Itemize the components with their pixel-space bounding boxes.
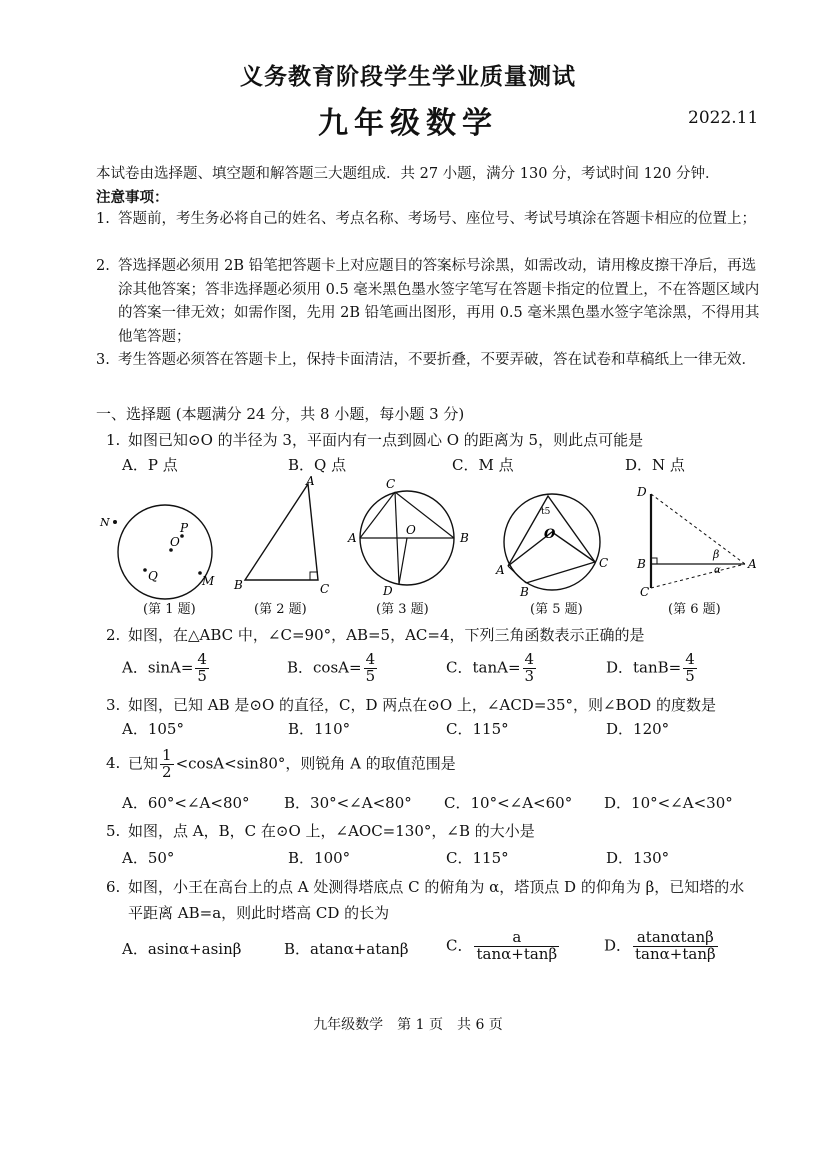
option-a: A．60°<∠A<80° (122, 794, 250, 812)
option-prefix: D．tanB= (606, 658, 682, 677)
question-text: 如图，已知 AB 是⊙O 的直径，C，D 两点在⊙O 上，∠ACD=35°，则∠BOD 的度数是 (128, 696, 716, 714)
label-beta: β (713, 548, 720, 561)
fraction (523, 652, 537, 685)
note-1 (96, 208, 766, 232)
option-d: D．120° (606, 720, 670, 738)
label-alpha: α (714, 565, 721, 576)
label-a: A (348, 531, 357, 545)
note-number: 1. (96, 211, 110, 227)
label-p: P (180, 521, 189, 535)
fraction (364, 652, 378, 685)
option-c: C．115° (446, 720, 509, 738)
fraction (160, 748, 174, 781)
option-c: C．10°<∠A<60° (444, 794, 573, 812)
caption-fig3: (第 3 题) (376, 602, 429, 617)
caption-fig5: (第 5 题) (530, 602, 583, 617)
question-4 (106, 748, 766, 781)
label-c: C (386, 477, 396, 491)
option-prefix: A．sinA= (122, 658, 194, 677)
note-number: 2. (96, 258, 110, 274)
option-b (287, 652, 379, 685)
figure-6 (636, 485, 757, 599)
exam-intro: 本试卷由选择题、填空题和解答题三大题组成．共 27 小题，满分 130 分，考试时间 120 分钟． (96, 166, 720, 182)
label-c: C (599, 556, 609, 570)
denominator: 5 (685, 666, 695, 685)
label-o: O (170, 535, 180, 549)
note-2 (96, 255, 766, 349)
question-2 (106, 624, 766, 645)
notes-title: 注意事项： (96, 189, 169, 206)
question-number: 5. (106, 822, 121, 840)
numerator: atanαtanβ (633, 930, 718, 947)
figure-3 (347, 477, 469, 598)
question-text: 如图，在△ABC 中，∠C=90°，AB=5，AC=4，下列三角函数表示正确的是 (128, 626, 645, 644)
figure-1 (99, 505, 215, 599)
note-number: 3. (96, 352, 110, 368)
note-text: 答题前，考生务必将自己的姓名、考点名称、考场号、座位号、考试号填涂在答题卡相应的位置上； (118, 211, 756, 227)
caption-fig1: (第 1 题) (143, 602, 196, 617)
label-n: N (100, 516, 110, 529)
denominator: 5 (197, 666, 207, 685)
exam-title: 义务教育阶段学生学业质量测试 (240, 63, 576, 90)
question-number: 1. (106, 431, 121, 449)
question-text: 如图已知⊙O 的半径为 3，平面内有一点到圆心 O 的距离为 5，则此点可能是 (128, 431, 644, 449)
exam-date: 2022.11 (688, 108, 759, 128)
caption-fig2: (第 2 题) (254, 602, 307, 617)
question-number: 2. (106, 626, 121, 644)
numerator: 4 (365, 650, 376, 668)
option-a: A．50° (122, 849, 175, 867)
option-b: B．atanα+atanβ (284, 940, 409, 958)
option-b: B．Q 点 (288, 456, 347, 474)
denominator: 3 (524, 666, 535, 685)
question-1 (106, 429, 766, 450)
question-number: 3. (106, 696, 121, 714)
option-b: B．110° (288, 720, 351, 738)
label-b: B (460, 531, 469, 545)
label-a: A (748, 557, 757, 571)
note-text: 答选择题必须用 2B 铅笔把答题卡上对应题目的答案标号涂黑，如需改动，请用橡皮擦干净后，再选涂其他答案；答非选择题必须用 0.5 毫米黑色墨水签字笔写在答题卡指定的位置上，不在答题区域内的答案一律无效；如需作图，先用 2B 铅笔画出图形，再用 0.5 毫米黑色墨水签字笔涂黑，不得用其他笔答题； (118, 258, 760, 345)
option-d: D．130° (606, 849, 670, 867)
option-prefix: C．tanA= (446, 658, 521, 677)
option-c (446, 652, 538, 685)
option-a (122, 652, 211, 685)
label-o: O (544, 527, 556, 542)
numerator: 1 (162, 746, 172, 764)
figure-5 (495, 494, 608, 599)
option-a: A．asinα+asinβ (122, 940, 242, 958)
label-b: B (520, 585, 529, 599)
numerator: a (474, 930, 559, 947)
denominator: tanα+tanβ (476, 944, 558, 963)
question-text: 如图，点 A，B，C 在⊙O 上，∠AOC=130°，∠B 的大小是 (128, 822, 535, 840)
denominator: tanα+tanβ (635, 944, 716, 963)
option-d (606, 652, 699, 685)
label-c: C (320, 582, 330, 596)
label-o: O (406, 523, 416, 537)
fraction (633, 930, 718, 963)
option-c (446, 930, 561, 963)
numerator: 4 (524, 650, 535, 668)
fraction (195, 652, 209, 685)
figure-2 (233, 474, 329, 596)
fraction (474, 930, 559, 963)
option-b: B．30°<∠A<80° (284, 794, 412, 812)
option-c: C．115° (446, 849, 509, 867)
caption-fig6: (第 6 题) (668, 602, 721, 617)
question-number: 4. (106, 754, 121, 773)
question-text: 如图，小王在高台上的点 A 处测得塔底点 C 的俯角为 α，塔顶点 D 的仰角为 β，已知塔的水 (128, 878, 745, 896)
section-heading: 一、选择题 (本题满分 24 分，共 8 小题，每小题 3 分) (96, 405, 465, 423)
denominator: 5 (365, 666, 376, 685)
option-a: A．105° (122, 720, 184, 738)
option-b: B．100° (288, 849, 351, 867)
note-text: 考生答题必须答在答题卡上，保持卡面清洁，不要折叠，不要弄破，答在试卷和草稿纸上一律无效． (118, 352, 756, 368)
question-text-pre: 已知 (128, 754, 159, 773)
exam-subtitle: 九年级数学 (318, 106, 498, 141)
note-3 (96, 349, 766, 373)
angle-mark: t5 (541, 507, 551, 517)
option-prefix: B．cosA= (287, 658, 362, 677)
fraction (683, 652, 697, 685)
option-a: A．P 点 (122, 456, 178, 474)
label-m: M (202, 574, 215, 588)
question-6-line2: 平距离 AB=a，则此时塔高 CD 的长为 (128, 904, 390, 922)
numerator: 4 (197, 650, 207, 668)
option-c: C．M 点 (452, 456, 514, 474)
question-3 (106, 694, 766, 715)
question-5 (106, 820, 766, 841)
option-d: D．N 点 (625, 456, 685, 474)
question-6 (106, 876, 766, 897)
option-d: D．10°<∠A<30° (604, 794, 733, 812)
label-c: C (640, 585, 650, 599)
question-text-post: <cosA<sin80°，则锐角 A 的取值范围是 (175, 754, 456, 773)
label-b: B (637, 557, 646, 571)
question-number: 6. (106, 878, 121, 896)
label-q: Q (148, 569, 158, 583)
denominator: 2 (162, 762, 172, 781)
label-a: A (496, 563, 505, 577)
option-d (604, 930, 720, 963)
option-prefix: D． (604, 936, 632, 955)
numerator: 4 (685, 650, 695, 668)
label-a: A (306, 474, 315, 488)
label-b: B (234, 578, 243, 592)
label-d: D (637, 485, 647, 499)
page-footer: 九年级数学 第 1 页 共 6 页 (313, 1017, 503, 1033)
label-d: D (383, 584, 393, 598)
option-prefix: C． (446, 936, 473, 955)
